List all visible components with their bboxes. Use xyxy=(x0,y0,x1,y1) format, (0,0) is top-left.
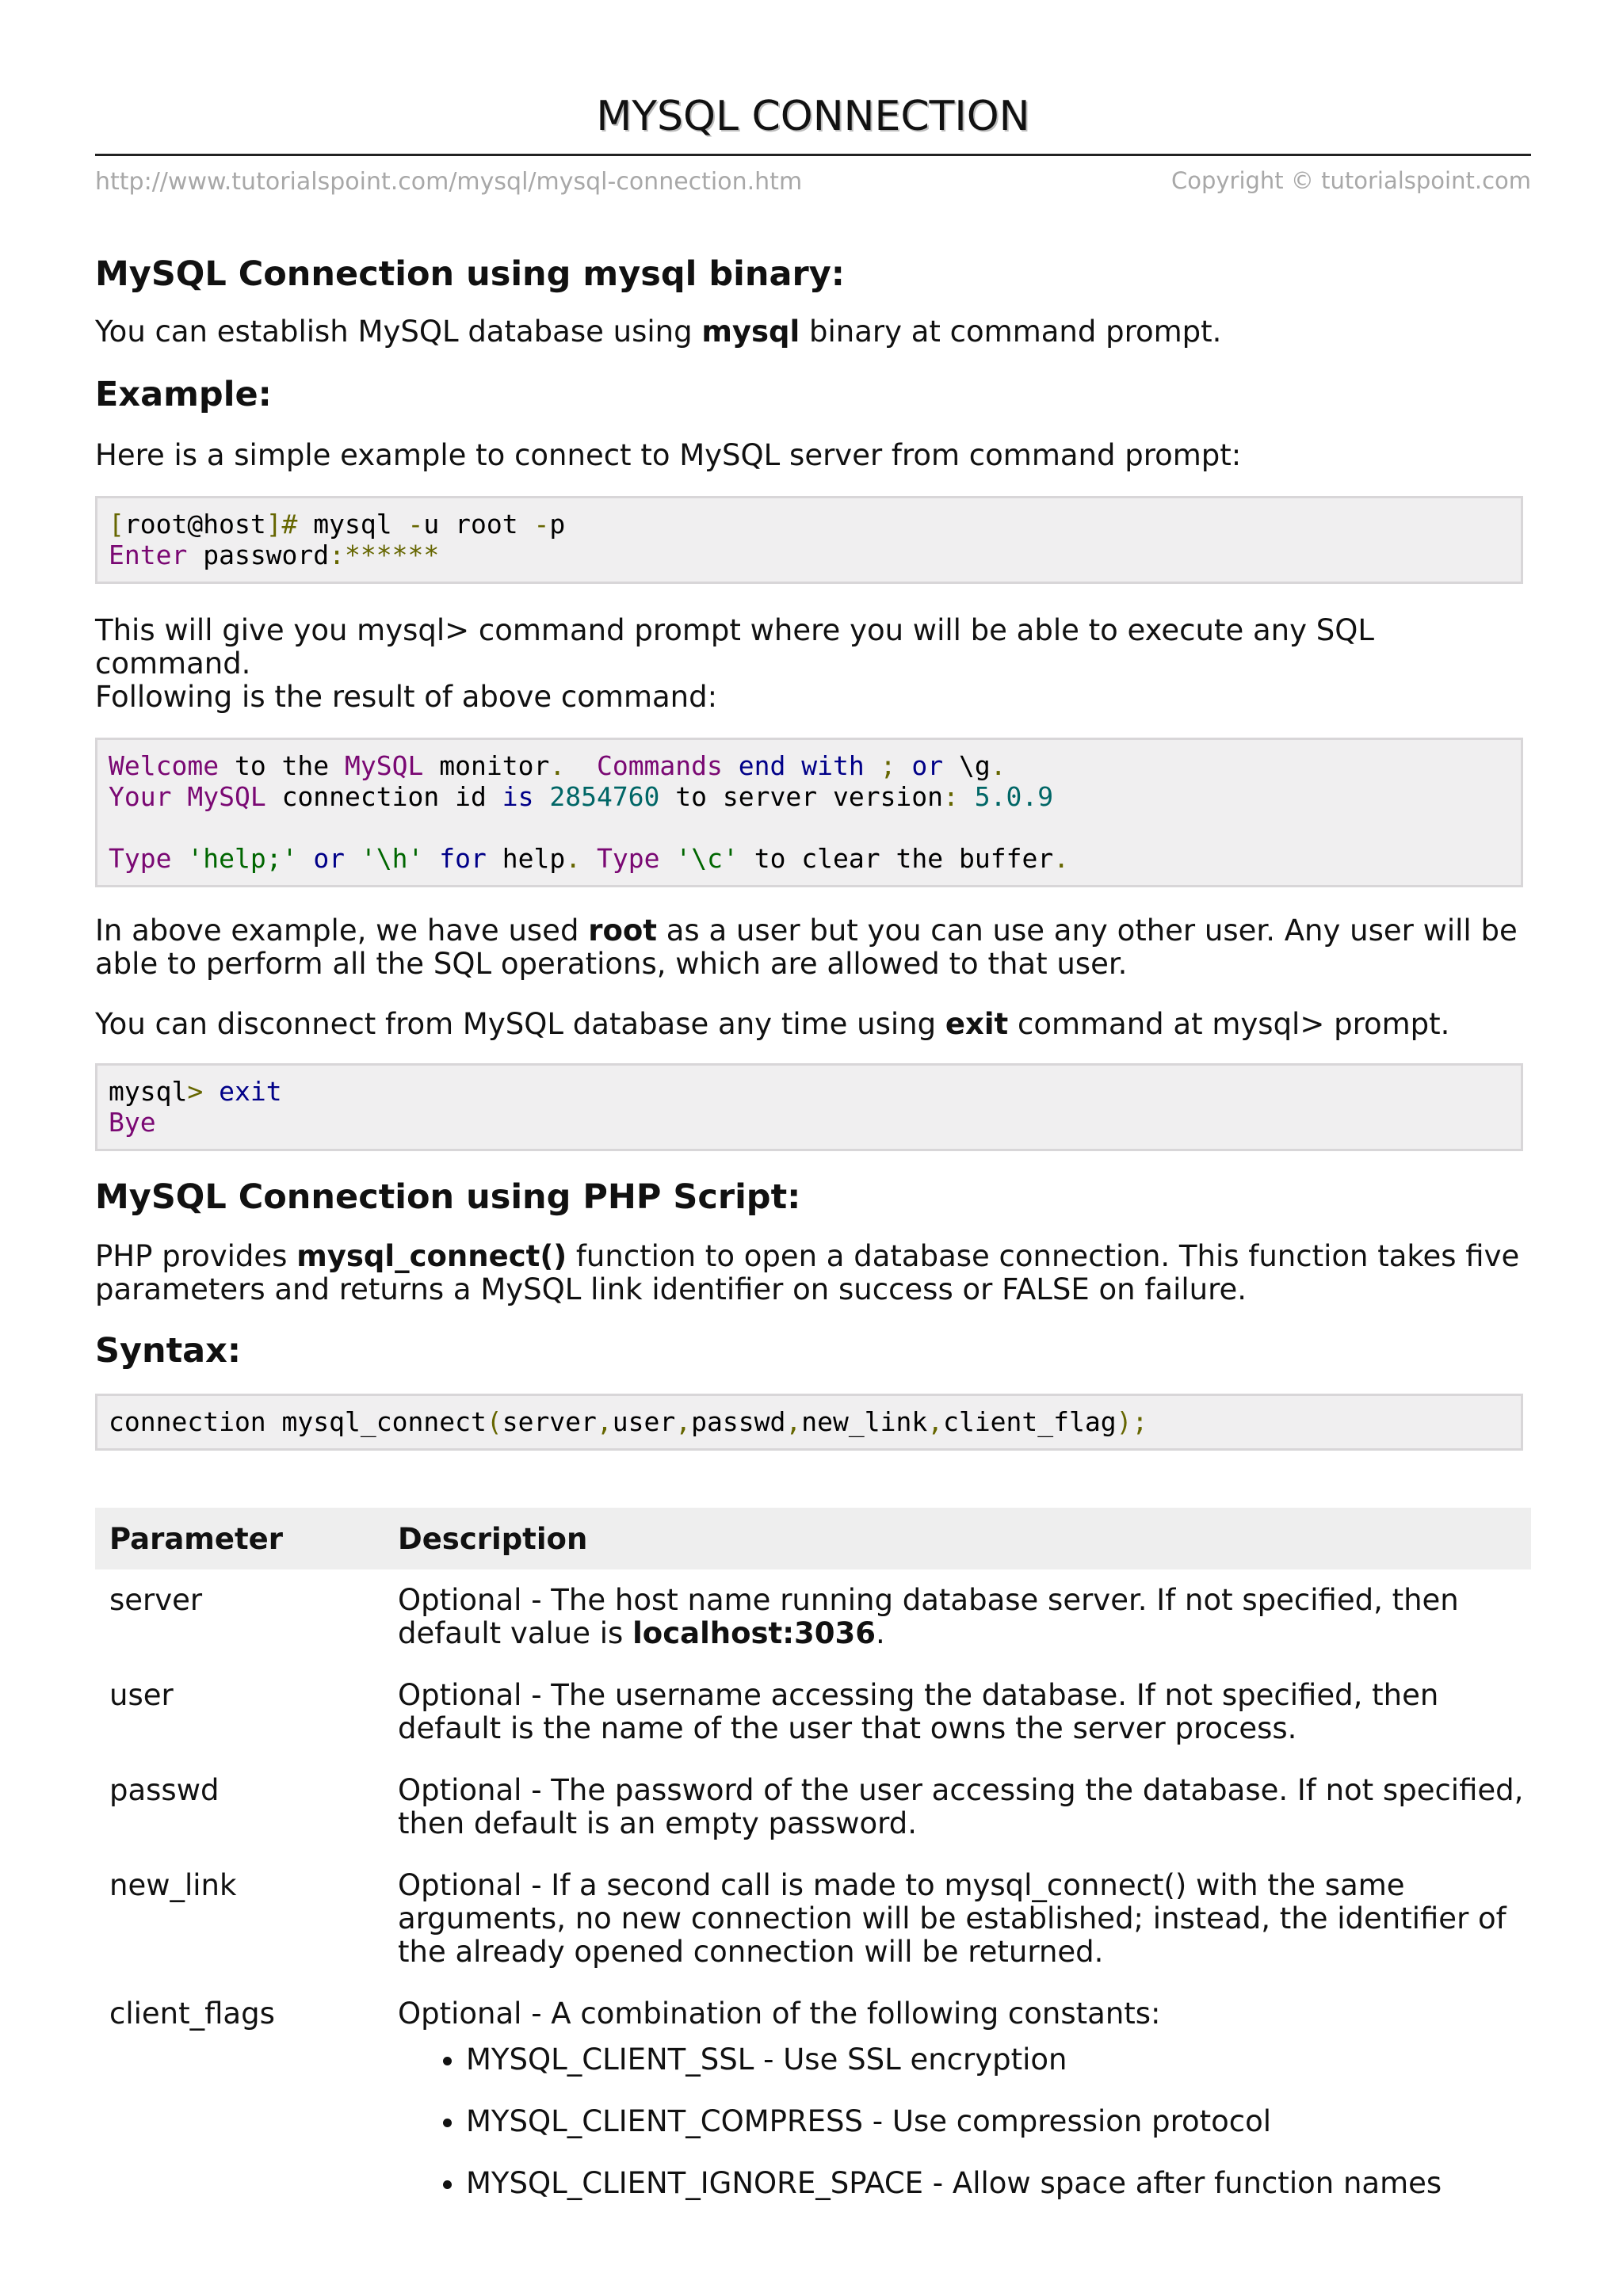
param-name: server xyxy=(109,1583,203,1617)
code-token: password xyxy=(187,540,330,570)
code-token: . xyxy=(565,843,582,874)
code-token: connection id xyxy=(265,781,502,812)
example-heading: Example: xyxy=(95,375,272,414)
code-token: p xyxy=(549,509,566,540)
code-token: Welcome xyxy=(109,750,220,781)
code-token: 5.0.9 xyxy=(974,781,1054,812)
parameter-table xyxy=(95,1508,1531,2243)
code-token: end xyxy=(738,750,786,781)
title-divider xyxy=(95,154,1531,156)
code-token xyxy=(533,781,549,812)
code-token: \g xyxy=(943,750,991,781)
code-token: or xyxy=(313,843,346,874)
client-flags-list xyxy=(398,2043,1531,2200)
code-token: ]# xyxy=(265,509,298,540)
code-token: server xyxy=(502,1406,597,1437)
param-description xyxy=(384,1569,1531,1665)
code-token: MySQL xyxy=(345,750,424,781)
code-token: Enter xyxy=(109,540,188,570)
php-intro xyxy=(95,1240,1531,1306)
list-item: • MYSQL_CLIENT_IGNORE_SPACE - Allow space after function names xyxy=(466,2167,1531,2200)
bold-text: mysql xyxy=(701,315,800,349)
exit-paragraph xyxy=(95,1008,1531,1041)
code-token: Type xyxy=(597,843,660,874)
column-header-parameter: Parameter xyxy=(95,1508,384,1569)
code-token xyxy=(203,1076,219,1107)
code-token: to server version xyxy=(659,781,944,812)
code-token: with xyxy=(801,750,865,781)
code-token xyxy=(865,750,880,781)
text: PHP provides xyxy=(95,1239,297,1273)
code-token: mysql xyxy=(109,1076,188,1107)
code-block-syntax xyxy=(95,1394,1523,1451)
code-token: for xyxy=(439,843,487,874)
code-token: mysql xyxy=(297,509,408,540)
table-row xyxy=(95,1665,1531,1760)
bold-text: localhost:3036 xyxy=(632,1616,876,1650)
code-token: Bye xyxy=(109,1107,156,1138)
param-name: user xyxy=(109,1678,174,1712)
code-token: '\h' xyxy=(360,843,424,874)
code-token xyxy=(565,750,597,781)
root-user-paragraph xyxy=(95,914,1531,981)
code-token: or xyxy=(911,750,944,781)
code-token xyxy=(423,843,439,874)
code-block-welcome xyxy=(95,738,1523,887)
code-token xyxy=(581,843,597,874)
section-heading-binary: MySQL Connection using mysql binary: xyxy=(95,254,845,294)
code-token: MySQL xyxy=(187,781,266,812)
param-description: Optional - The username accessing the database. If not specified, then default is the name of the user that owns the server process. xyxy=(398,1678,1439,1745)
code-token xyxy=(785,750,801,781)
text: binary at command prompt. xyxy=(800,315,1222,349)
param-name: new_link xyxy=(109,1868,237,1902)
text: . xyxy=(876,1616,885,1650)
code-token: - xyxy=(533,509,550,540)
code-block-exit xyxy=(95,1063,1523,1151)
code-token: : xyxy=(943,781,959,812)
text: This will give you mysql> command prompt where you will be able to execute any SQL command. xyxy=(95,613,1375,681)
code-token: Commands xyxy=(596,750,723,781)
column-header-description: Description xyxy=(384,1508,1531,1569)
source-url[interactable]: http://www.tutorialspoint.com/mysql/mysql-connection.htm xyxy=(95,168,803,196)
section-heading-php: MySQL Connection using PHP Script: xyxy=(95,1177,801,1217)
code-token: Your xyxy=(109,781,172,812)
code-token xyxy=(345,843,361,874)
code-token: . xyxy=(549,750,566,781)
code-token: monitor xyxy=(423,750,550,781)
code-token xyxy=(171,843,187,874)
code-token: , xyxy=(927,1406,944,1437)
code-token: , xyxy=(675,1406,692,1437)
code-token: exit xyxy=(219,1076,282,1107)
example-text: Here is a simple example to connect to MySQL server from command prompt: xyxy=(95,438,1242,472)
code-token: is xyxy=(502,781,534,812)
code-token: 2854760 xyxy=(549,781,660,812)
text: You can establish MySQL database using xyxy=(95,315,702,349)
table-header-row xyxy=(95,1508,1531,1569)
code-token: client_flag xyxy=(943,1406,1117,1437)
code-token: ( xyxy=(486,1406,502,1437)
code-token xyxy=(297,843,313,874)
binary-intro xyxy=(95,315,1531,349)
code-token: [ xyxy=(109,509,124,540)
code-token: passwd xyxy=(691,1406,786,1437)
code-token: - xyxy=(407,509,424,540)
text: command at mysql> prompt. xyxy=(1008,1007,1450,1041)
code-token: to the xyxy=(219,750,346,781)
code-block-login xyxy=(95,496,1523,584)
code-token: root@host xyxy=(124,509,266,540)
page-title: MYSQL CONNECTION xyxy=(596,93,1030,140)
code-token: help xyxy=(486,843,566,874)
code-token: Type xyxy=(109,843,172,874)
table-row xyxy=(95,1983,1531,2243)
code-token: . xyxy=(990,750,1006,781)
param-description: Optional - If a second call is made to mysql_connect() with the same arguments, no new connection will be established; instead, the identifier of the already opened connection will be returned. xyxy=(398,1868,1507,1969)
code-token: u root xyxy=(423,509,534,540)
param-description xyxy=(384,1983,1531,2243)
code-token: '\c' xyxy=(675,843,739,874)
code-token: , xyxy=(785,1406,802,1437)
param-name: passwd xyxy=(109,1773,220,1807)
code-token xyxy=(896,750,912,781)
code-token xyxy=(171,781,187,812)
table-row xyxy=(95,1569,1531,1665)
code-token: :****** xyxy=(329,540,440,570)
text: Following is the result of above command: xyxy=(95,680,718,714)
text: Optional - A combination of the following constants: xyxy=(398,1997,1161,2031)
text: In above example, we have used xyxy=(95,913,589,948)
text: function to open a database connection. This function takes five parameters and returns a MySQL link identifier on success or FALSE on failure. xyxy=(95,1239,1520,1306)
prompt-description xyxy=(95,614,1531,714)
list-item: • MYSQL_CLIENT_SSL - Use SSL encryption xyxy=(466,2043,1531,2077)
code-token xyxy=(723,750,739,781)
code-token: , xyxy=(596,1406,613,1437)
bold-text: mysql_connect() xyxy=(296,1239,567,1273)
code-token: > xyxy=(187,1076,204,1107)
code-token: new_link xyxy=(801,1406,928,1437)
code-token: connection mysql_connect xyxy=(109,1406,487,1437)
code-token: 'help;' xyxy=(187,843,298,874)
code-token: ); xyxy=(1116,1406,1148,1437)
copyright-notice: Copyright © tutorialspoint.com xyxy=(1170,167,1531,194)
table-row xyxy=(95,1760,1531,1855)
text: Optional - The host name running database server. If not specified, then default value is xyxy=(398,1583,1459,1650)
main-content xyxy=(95,252,1531,2243)
code-token xyxy=(659,843,675,874)
text: You can disconnect from MySQL database any time using xyxy=(95,1007,945,1041)
bold-text: exit xyxy=(945,1007,1009,1041)
param-name: client_flags xyxy=(109,1997,275,2031)
code-token: . xyxy=(1053,843,1070,874)
code-token xyxy=(959,781,975,812)
code-token: to clear the buffer xyxy=(738,843,1054,874)
text: as a user but you can use any other user. Any user will be able to perform all the SQL operations, which are allowed to that user. xyxy=(95,913,1518,981)
bold-text: root xyxy=(588,913,657,948)
code-token: ; xyxy=(880,750,896,781)
param-description: Optional - The password of the user accessing the database. If not specified, then default is an empty password. xyxy=(398,1773,1524,1840)
table-row xyxy=(95,1855,1531,1983)
code-token: user xyxy=(612,1406,676,1437)
list-item: • MYSQL_CLIENT_COMPRESS - Use compression protocol xyxy=(466,2105,1531,2138)
syntax-heading: Syntax: xyxy=(95,1331,242,1371)
